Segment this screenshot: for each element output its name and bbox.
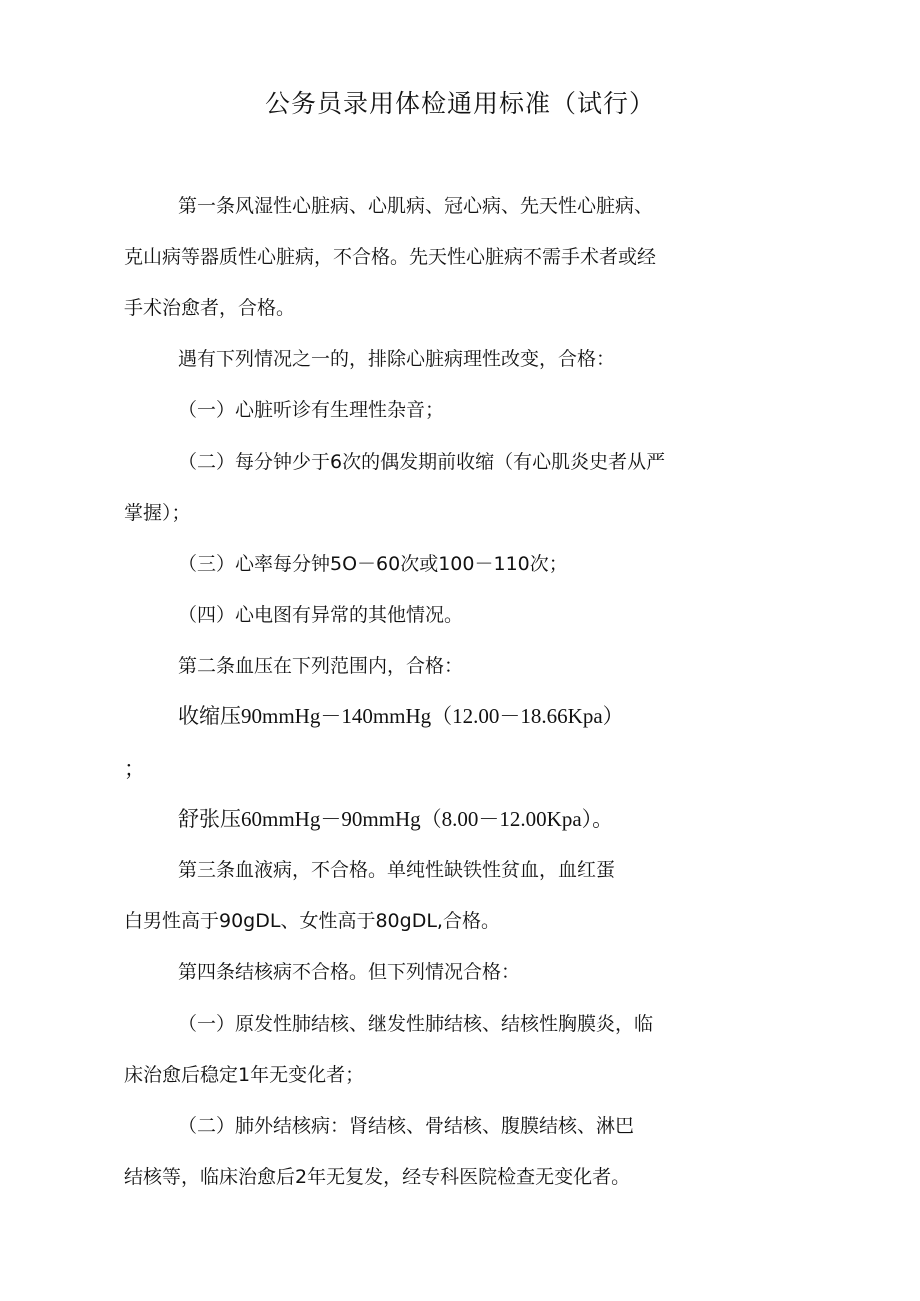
exception-item-4: （四）心电图有异常的其他情况。 xyxy=(178,604,464,626)
exception-intro: 遇有下列情况之一的，排除心脏病理性改变，合格： xyxy=(178,348,616,370)
article-4-item-1-line-2: 床治愈后稳定1年无变化者； xyxy=(124,1064,365,1086)
exception-item-1: （一）心脏听诊有生理性杂音； xyxy=(178,399,445,421)
diastolic-pressure-line: 舒张压60mmHg－90mmHg（8.00－12.00Kpa）。 xyxy=(178,807,614,831)
article-1-line-2: 克山病等器质性心脏病，不合格。先天性心脏病不需手术者或经 xyxy=(124,246,657,268)
document-title: 公务员录用体检通用标准（试行） xyxy=(264,89,655,118)
exception-item-3: （三）心率每分钟5O－60次或100－110次； xyxy=(178,553,568,575)
article-3-line-2: 白男性高于90gDL、女性高于80gDL,合格。 xyxy=(124,910,500,932)
article-1-line-1: 第一条风湿性心脏病、心肌病、冠心病、先天性心脏病、 xyxy=(178,195,654,217)
article-4-item-2-line-2: 结核等，临床治愈后2年无复发，经专科医院检查无变化者。 xyxy=(124,1166,631,1188)
article-3-line-1: 第三条血液病，不合格。单纯性缺铁性贫血，血红蛋 xyxy=(178,859,616,881)
article-4-item-1-line-1: （一）原发性肺结核、继发性肺结核、结核性胸膜炎，临 xyxy=(178,1013,654,1035)
exception-item-2-line-1: （二）每分钟少于6次的偶发期前收缩（有心肌炎史者从严 xyxy=(178,451,666,473)
systolic-pressure-line: 收缩压90mmHg－140mmHg（12.00－18.66Kpa） xyxy=(178,704,624,728)
article-2-line-1: 第二条血压在下列范围内，合格： xyxy=(178,655,464,677)
article-4-item-2-line-1: （二）肺外结核病：肾结核、骨结核、腹膜结核、淋巴 xyxy=(178,1115,635,1137)
exception-item-2-line-2: 掌握）； xyxy=(124,502,191,524)
article-1-line-3: 手术治愈者，合格。 xyxy=(124,297,296,319)
article-4-line-1: 第四条结核病不合格。但下列情况合格： xyxy=(178,961,521,983)
systolic-pressure-semicolon: ； xyxy=(124,757,145,781)
